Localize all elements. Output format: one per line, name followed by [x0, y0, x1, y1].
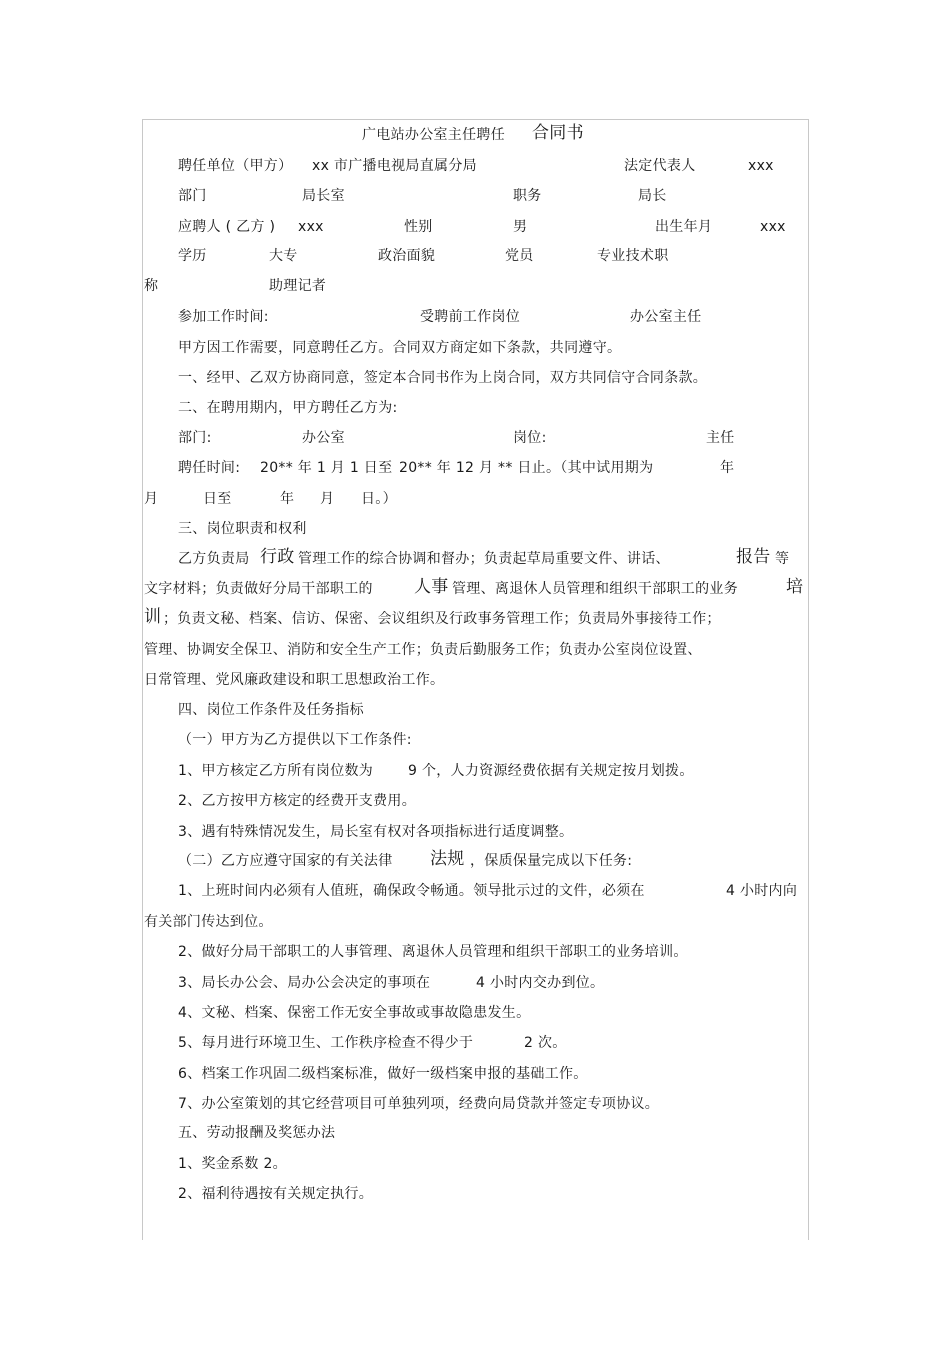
c4-2-4: 4、文秘、档案、保密工作无安全事故或事故隐患发生。	[178, 1005, 531, 1021]
duty-5: 日常管理、党风廉政建设和职工思想政治工作。	[144, 672, 445, 688]
c4-1: （一）甲方为乙方提供以下工作条件:	[178, 732, 412, 748]
c4-1-1a: 1、甲方核定乙方所有岗位数为	[178, 763, 374, 779]
duty-2b: 人事	[414, 577, 449, 597]
c4-2-3a: 3、局长办公会、局办公会决定的事项在	[178, 975, 431, 991]
term-trial-day2: 日。）	[361, 491, 397, 507]
clause-4: 四、岗位工作条件及任务指标	[178, 702, 364, 718]
c4-2a: （二）乙方应遵守国家的有关法律	[178, 853, 393, 869]
duty-2a: 文字材料；负责做好分局干部职工的	[144, 581, 373, 597]
duty-1e: 等	[775, 551, 790, 567]
c4-2-3b: 4 小时内交办到位。	[476, 975, 605, 991]
prev-post-label: 受聘前工作岗位	[420, 309, 521, 325]
political-value: 党员	[505, 248, 534, 264]
c4-2-5b: 2 次。	[524, 1035, 567, 1051]
employer-value: xx 市广播电视局直属分局	[312, 158, 477, 174]
term-label: 聘任时间:	[178, 460, 241, 476]
political-label: 政治面貌	[378, 248, 436, 264]
c4-1-1b: 9 个，人力资源经费依据有关规定按月划拨。	[408, 763, 694, 779]
duty-1c: 管理工作的综合协调和督办；负责起草局重要文件、讲话、	[298, 551, 670, 567]
c5-2: 2、福利待遇按有关规定执行。	[178, 1186, 374, 1202]
duty-1d: 报告	[736, 547, 771, 567]
intro-text: 甲方因工作需要，同意聘任乙方。合同双方商定如下条款，共同遵守。	[178, 340, 622, 356]
term-trial-year: 年	[720, 460, 735, 476]
c4-2-5a: 5、每月进行环境卫生、工作秩序检查不得少于	[178, 1035, 474, 1051]
c4-2b: 法规	[430, 849, 465, 869]
c2-dept-label: 部门:	[178, 430, 212, 446]
c4-1-2: 2、乙方按甲方核定的经费开支费用。	[178, 793, 417, 809]
c4-2-1a: 1、上班时间内必须有人值班，确保政令畅通。领导批示过的文件，必须在	[178, 883, 645, 899]
clause-3: 三、岗位职责和权利	[178, 521, 307, 537]
employee-value: xxx	[298, 219, 324, 235]
term-trial-day-to: 日至	[203, 491, 232, 507]
c4-2-1c: 有关部门传达到位。	[144, 914, 273, 930]
employer-label: 聘任单位（甲方）	[178, 158, 293, 174]
c2-dept-value: 办公室	[302, 430, 345, 446]
pro-title-label-cont: 称	[144, 278, 159, 294]
c5-1: 1、奖金系数 2。	[178, 1156, 287, 1172]
legal-rep-label: 法定代表人	[624, 158, 696, 174]
prev-post-value: 办公室主任	[630, 309, 702, 325]
term-end: 20** 年 12 月 ** 日止。（其中试用期为	[399, 460, 654, 476]
clause-2: 二、在聘用期内，甲方聘任乙方为:	[178, 400, 398, 416]
term-trial-month2: 月	[320, 491, 335, 507]
gender-label: 性别	[404, 219, 433, 235]
c4-2-2: 2、做好分局干部职工的人事管理、离退休人员管理和组织干部职工的业务培训。	[178, 944, 688, 960]
work-start-label: 参加工作时间:	[178, 309, 269, 325]
c4-1-3: 3、遇有特殊情况发生，局长室有权对各项指标进行适度调整。	[178, 824, 574, 840]
term-start: 20** 年 1 月 1 日至	[260, 460, 393, 476]
duty-2c: 管理、离退休人员管理和组织干部职工的业务	[452, 581, 738, 597]
duty-3b: ；负责文秘、档案、信访、保密、会议组织及行政事务管理工作；负责局外事接待工作；	[163, 611, 721, 627]
edu-label: 学历	[178, 248, 207, 264]
edu-value: 大专	[269, 248, 298, 264]
term-trial-month: 月	[144, 491, 159, 507]
c2-post-value: 主任	[706, 430, 735, 446]
pro-title-label: 专业技术职	[597, 248, 669, 264]
c4-2-1b: 4 小时内向	[726, 883, 798, 899]
clause-5: 五、劳动报酬及奖惩办法	[178, 1125, 336, 1141]
employee-label: 应聘人 ( 乙方 )	[178, 219, 276, 235]
c4-2-7: 7、办公室策划的其它经营项目可单独列项，经费向局贷款并签定专项协议。	[178, 1096, 660, 1112]
c4-2c: ，保质保量完成以下任务:	[470, 853, 633, 869]
dept-label: 部门	[178, 188, 207, 204]
c2-post-label: 岗位:	[513, 430, 547, 446]
duty-1b: 行政	[260, 547, 295, 567]
doc-title-suffix: 合同书	[532, 123, 584, 143]
duty-1a: 乙方负责局	[178, 551, 250, 567]
position-label: 职务	[513, 188, 542, 204]
dept-value: 局长室	[302, 188, 345, 204]
birth-label: 出生年月	[655, 219, 713, 235]
duty-3a: 训	[144, 607, 162, 627]
legal-rep-value: xxx	[748, 158, 774, 174]
position-value: 局长	[638, 188, 667, 204]
duty-4: 管理、协调安全保卫、消防和安全生产工作；负责后勤服务工作；负责办公室岗位设置、	[144, 642, 702, 658]
pro-title-value: 助理记者	[269, 278, 327, 294]
term-trial-year2: 年	[280, 491, 295, 507]
gender-value: 男	[513, 219, 528, 235]
birth-value: xxx	[760, 219, 786, 235]
c4-2-6: 6、档案工作巩固二级档案标准，做好一级档案申报的基础工作。	[178, 1066, 588, 1082]
doc-title: 广电站办公室主任聘任	[362, 127, 505, 143]
duty-2d: 培	[786, 577, 804, 597]
clause-1: 一、经甲、乙双方协商同意，签定本合同书作为上岗合同，双方共同信守合同条款。	[178, 370, 708, 386]
